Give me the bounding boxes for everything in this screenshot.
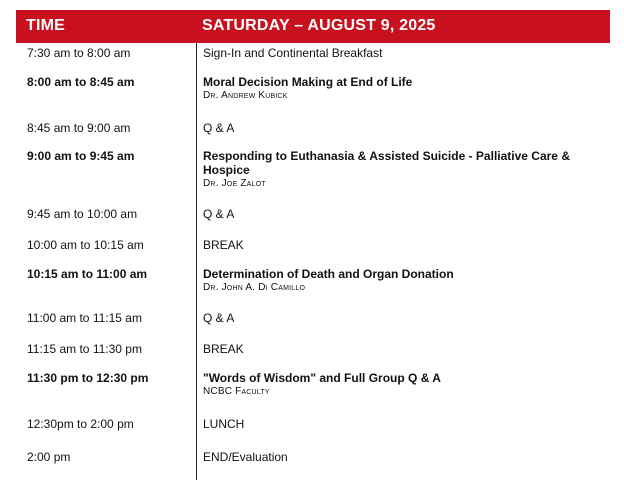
row-time: 8:00 am to 8:45 am: [27, 75, 135, 89]
row-speaker: Dr. Andrew Kubick: [203, 90, 288, 101]
row-content: [203, 121, 603, 135]
row-speaker: Dr. John A. Di Camillo: [203, 282, 306, 293]
row-title: Q & A: [203, 121, 235, 135]
header-day-label: SATURDAY – AUGUST 9, 2025: [202, 17, 436, 34]
table-header: [16, 10, 610, 43]
row-content: [203, 311, 603, 325]
row-title: Determination of Death and Organ Donation: [203, 267, 454, 281]
row-title: Moral Decision Making at End of Life: [203, 75, 413, 89]
row-time: 10:00 am to 10:15 am: [27, 238, 144, 252]
row-time: 10:15 am to 11:00 am: [27, 267, 148, 281]
row-title: Q & A: [203, 311, 235, 325]
row-content: [203, 267, 603, 294]
row-title: Responding to Euthanasia & Assisted Suicide - Palliative Care & Hospice: [203, 149, 570, 177]
row-time: 7:30 am to 8:00 am: [27, 46, 131, 60]
row-content: [203, 371, 603, 398]
row-content: [203, 46, 603, 60]
row-content: [203, 149, 603, 190]
row-time: 11:00 am to 11:15 am: [27, 311, 142, 325]
row-title: Sign-In and Continental Breakfast: [203, 46, 383, 60]
row-content: [203, 417, 603, 431]
row-title: "Words of Wisdom" and Full Group Q & A: [203, 371, 441, 385]
row-time: 2:00 pm: [27, 450, 71, 464]
row-time: 9:00 am to 9:45 am: [27, 149, 135, 163]
row-time: 8:45 am to 9:00 am: [27, 121, 131, 135]
row-speaker: NCBC Faculty: [203, 386, 270, 397]
row-title: Q & A: [203, 207, 235, 221]
schedule-table: [16, 10, 610, 480]
row-speaker: Dr. Joe Zalot: [203, 178, 266, 189]
column-divider: [196, 43, 197, 480]
row-title: BREAK: [203, 342, 244, 356]
row-title: LUNCH: [203, 417, 245, 431]
row-time: 11:15 am to 11:30 pm: [27, 342, 142, 356]
row-title: END/Evaluation: [203, 450, 288, 464]
row-time: 9:45 am to 10:00 am: [27, 207, 138, 221]
row-title: BREAK: [203, 238, 244, 252]
header-time-label: TIME: [26, 17, 66, 34]
row-time: 12:30pm to 2:00 pm: [27, 417, 134, 431]
row-time: 11:30 pm to 12:30 pm: [27, 371, 149, 385]
row-content: [203, 207, 603, 221]
row-content: [203, 450, 603, 464]
row-content: [203, 238, 603, 252]
row-content: [203, 75, 603, 102]
row-content: [203, 342, 603, 356]
